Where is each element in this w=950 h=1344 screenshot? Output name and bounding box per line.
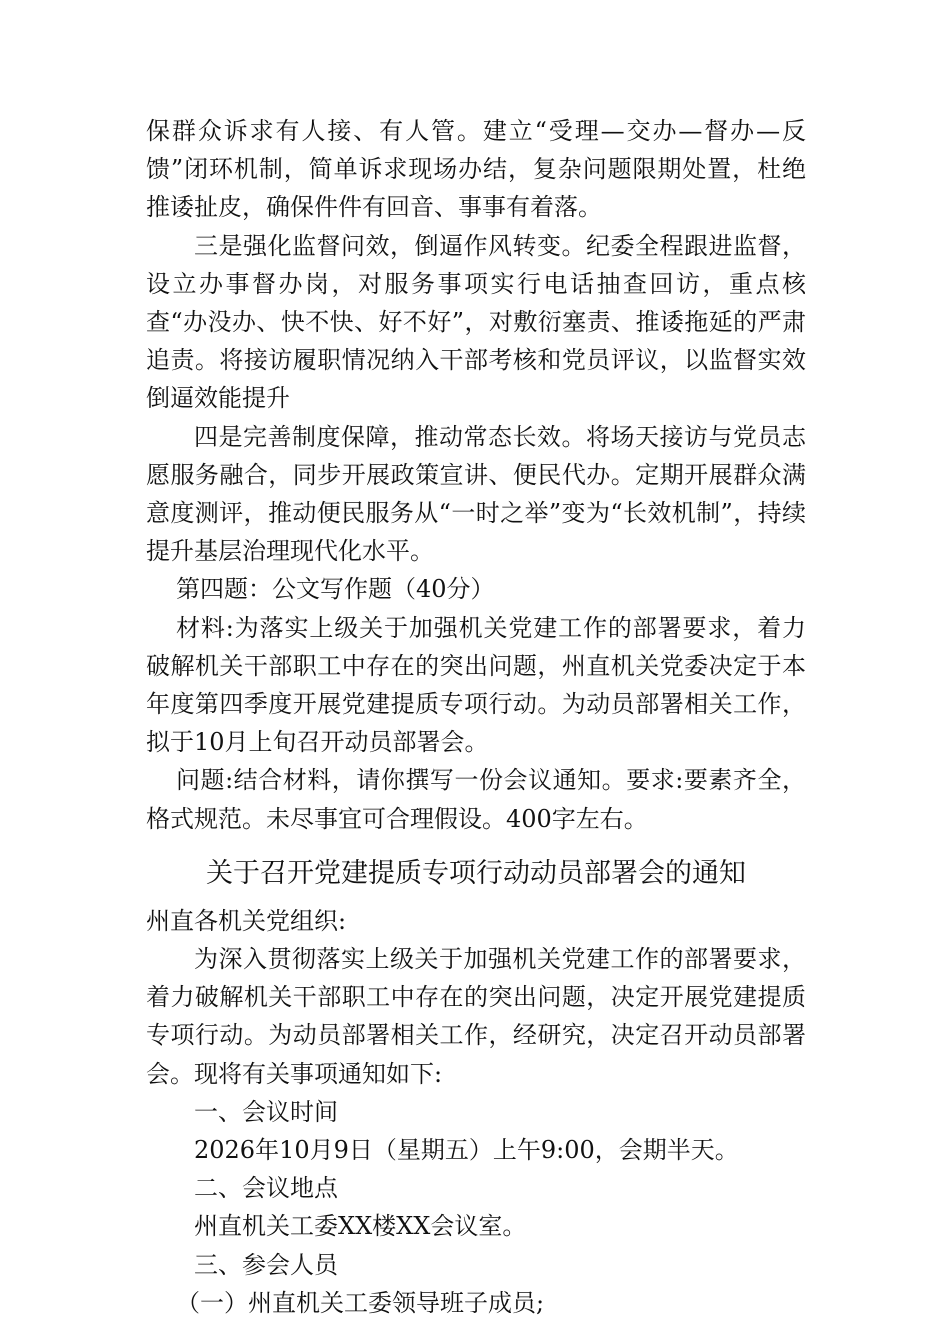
paragraph-supervision: 三是强化监督问效，倒逼作风转变。纪委全程跟进监督，设立办事督办岗，对服务事项实行电话抽查回访，重点核查“办没办、快不快、好不好”，对敷衍塞责、推诿拖延的严肃追责。将接访履职情况纳入干部考核和党员评议，以监督实效倒逼效能提升 [146,231,806,413]
notice-time-detail: 2026年10月9日（星期五）上午9:00，会期半天。 [194,1136,739,1165]
notice-attendees-heading: 三、参会人员 [194,1250,338,1279]
question-prompt: 问题:结合材料，请你撰写一份会议通知。要求:要素齐全，格式规范。未尽事宜可合理假设。400字左右。 [146,766,806,833]
question-material: 材料:为落实上级关于加强机关党建工作的部署要求，着力破解机关干部职工中存在的突出问题，州直机关党委决定于本年度第四季度开展党建提质专项行动。为动员部署相关工作，拟于10月上旬召开动员部署会。 [146,613,806,757]
paragraph-continuation: 保群众诉求有人接、有人管。建立“受理—交办—督办—反馈”闭环机制，简单诉求现场办结，复杂问题限期处置，杜绝推诿扯皮，确保件件有回音、事事有着落。 [146,117,806,222]
notice-intro: 为深入贯彻落实上级关于加强机关党建工作的部署要求，着力破解机关干部职工中存在的突出问题，决定开展党建提质专项行动。为动员部署相关工作，经研究，决定召开动员部署会。现将有关事项通知如下: [146,945,806,1088]
paragraph-institutional-guarantee: 四是完善制度保障，推动常态长效。将场天接访与党员志愿服务融合，同步开展政策宣讲、便民代办。定期开展群众满意度测评，推动便民服务从“一时之举”变为“长效机制”，持续提升基层治理现代化水平。 [146,422,806,566]
notice-title: 关于召开党建提质专项行动动员部署会的通知 [206,857,746,889]
notice-attendees-item: （一）州直机关工委领导班子成员; [176,1288,545,1317]
notice-salutation: 州直各机关党组织: [146,906,347,935]
notice-place-detail: 州直机关工委XX楼XX会议室。 [194,1212,527,1241]
document-page [146,112,806,1322]
notice-place-heading: 二、会议地点 [194,1174,338,1203]
question-heading: 第四题：公文写作题（40分） [176,575,495,604]
notice-time-heading: 一、会议时间 [194,1097,338,1126]
